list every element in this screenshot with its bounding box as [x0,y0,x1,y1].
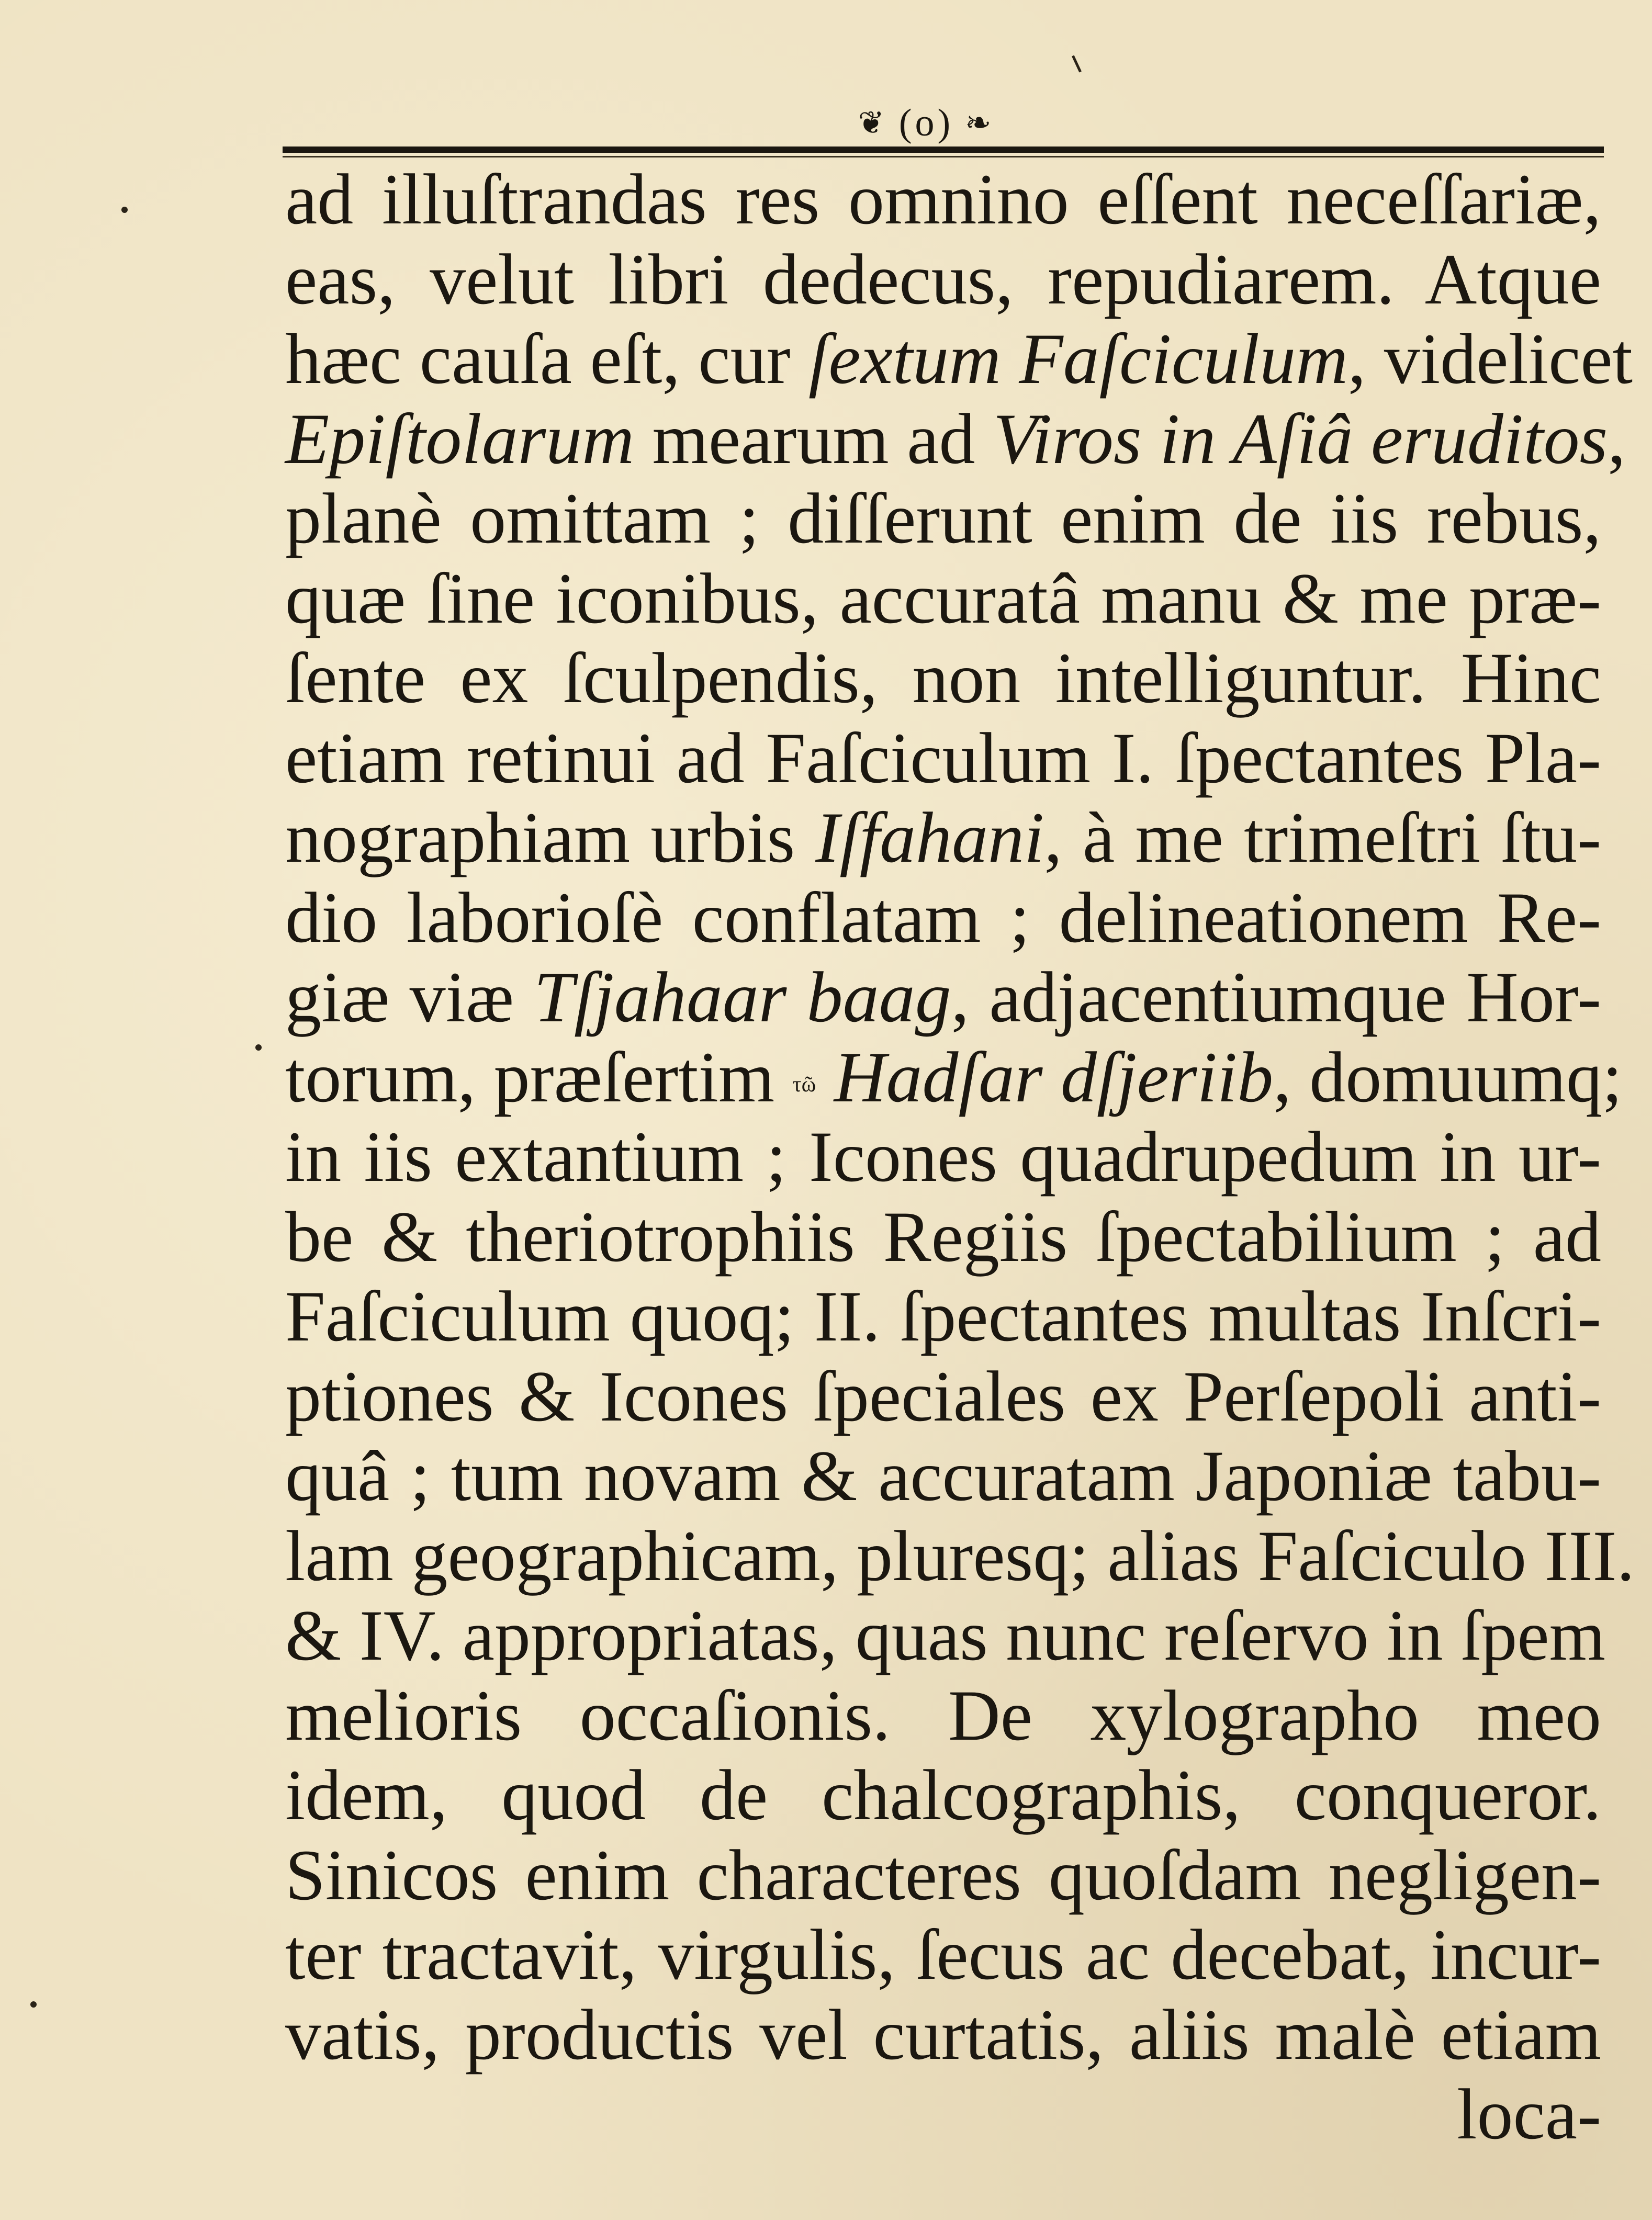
text-segment: etiam retinui ad Faſciculum I. ſpectantes Pla- [285,717,1601,798]
stray-mark [1072,55,1082,73]
text-segment: , [1608,398,1626,479]
text-line [285,1277,1601,1357]
text-segment: Sinicos enim characteres quoſdam negligen- [285,1834,1601,1915]
italic-segment: Tſjahaar baag [534,957,951,1037]
text-line [285,240,1601,320]
text-segment: , adjacentiumque Hor- [951,957,1601,1037]
text-line [285,1117,1601,1197]
text-segment: idem, quod de chalcographis, conqueror. [285,1755,1601,1835]
text-segment: ſente ex ſculpendis, non intelliguntur. Hinc [285,638,1601,718]
text-line [285,638,1601,718]
italic-segment: Hadſar dſjeriib [834,1036,1274,1117]
header-rule-thin [283,156,1604,157]
text-segment: giæ viæ [285,957,534,1037]
right-ornament-icon: ❧ [965,106,995,140]
text-segment: & IV. appropriatas, quas nunc reſervo in ſpem [285,1595,1605,1675]
margin-dot [255,1044,262,1051]
italic-segment: Epiſtolarum [285,398,635,479]
text-segment: loca- [1457,2074,1601,2154]
text-segment: , domuumq; [1273,1036,1623,1117]
margin-dot [121,207,128,213]
text-line [285,718,1601,798]
text-line [285,1436,1601,1516]
text-line [285,1755,1601,1835]
margin-dot [30,2001,37,2008]
text-line [285,559,1601,639]
text-segment: torum, præſertim [285,1036,793,1117]
text-line [285,1595,1605,1676]
text-line [285,479,1601,559]
text-segment: ptiones & Icones ſpeciales ex Perſepoli anti- [285,1356,1601,1436]
text-segment: in iis extantium ; Icones quadrupedum in ur- [285,1117,1601,1197]
text-line [285,319,1633,399]
text-line [285,1036,1623,1118]
text-line [285,798,1601,878]
left-ornament-icon: ❦ [858,106,887,140]
text-line [285,1515,1635,1596]
header-rule [283,147,1604,153]
page-signature: (o) [898,101,954,144]
text-line [285,1676,1601,1756]
text-segment: vatis, productis vel curtatis, aliis malè etiam [285,1994,1601,2075]
body-text [285,159,1635,2155]
text-line [285,1357,1601,1437]
text-segment: planè omittam ; diſſerunt enim de iis rebus, [285,478,1601,558]
text-segment: ter tractavit, virgulis, ſecus ac decebat, incur- [285,1914,1601,1994]
text-segment: , videlicet [1347,319,1633,399]
text-segment: mearum ad [634,398,993,479]
text-line [285,160,1601,240]
text-segment: melioris occaſionis. De xylographo meo [285,1675,1601,1755]
italic-segment: Iſfahani [815,797,1044,877]
text-segment: eas, velut libri dedecus, repudiarem. Atque [285,239,1601,319]
text-segment: lam geographicam, pluresq; alias Faſciculo III. [285,1515,1635,1596]
text-line [285,1915,1601,1995]
text-segment: ad illuſtrandas res omnino eſſent neceſſariæ, [285,159,1601,239]
text-line [285,398,1626,479]
text-segment: dio laborioſè conflatam ; delineationem Re- [285,877,1601,957]
text-line [285,1995,1601,2075]
text-segment [816,1037,834,1117]
italic-segment: Viros in Aſiâ eruditos [993,398,1608,479]
text-segment: hæc cauſa eſt, cur [285,319,809,399]
text-line [285,2075,1601,2155]
text-line [285,878,1601,958]
text-segment: be & theriotrophiis Regiis ſpectabilium ; ad [285,1196,1601,1277]
page-header [816,94,1036,152]
text-line [285,957,1601,1038]
text-segment: quæ ſine iconibus, accuratâ manu & me præ- [285,558,1601,638]
text-segment: nographiam urbis [285,797,816,877]
text-segment: quâ ; tum novam & accuratam Japoniæ tabu- [285,1436,1601,1516]
abbreviation-segment: τῶ [792,1072,816,1097]
text-segment: , à me trimeſtri ſtu- [1044,797,1602,877]
text-segment: Faſciculum quoq; II. ſpectantes multas Inſcri- [285,1276,1601,1356]
text-line [285,1197,1601,1277]
text-line [285,1835,1601,1915]
italic-segment: ſextum Faſciculum [808,319,1348,399]
